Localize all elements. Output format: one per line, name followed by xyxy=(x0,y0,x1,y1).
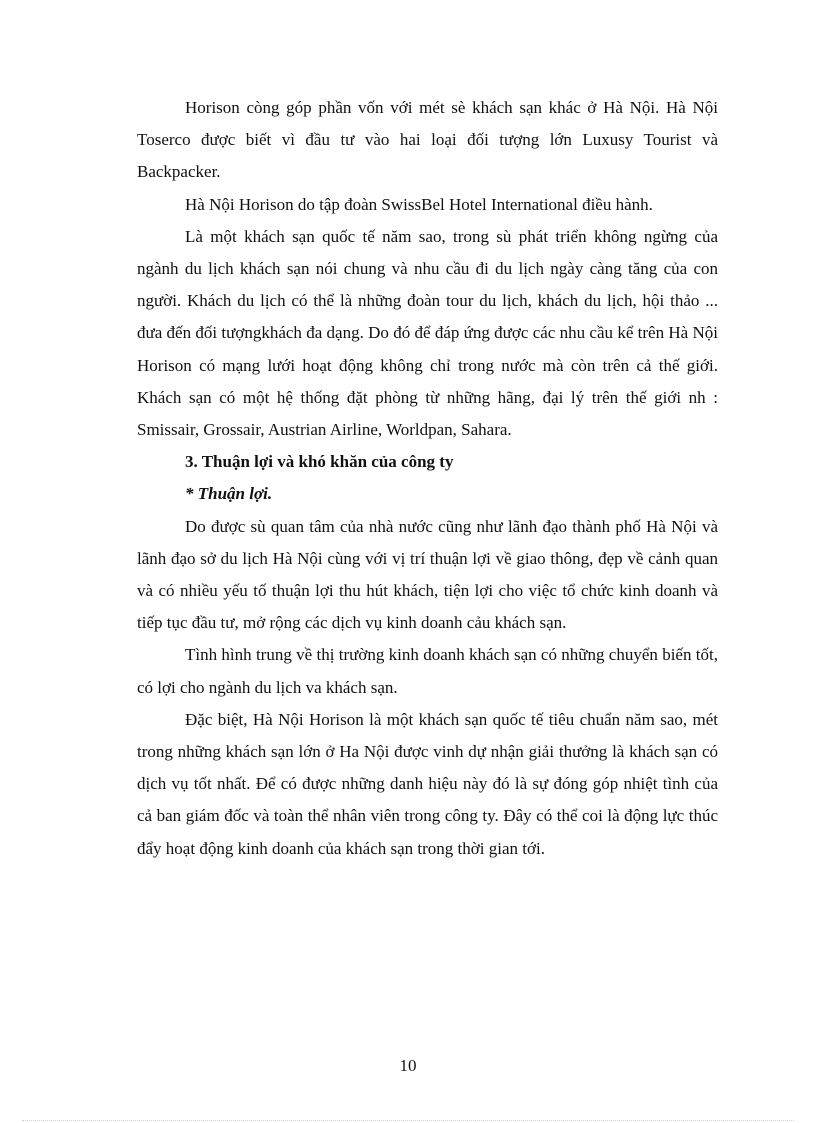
paragraph-government-support: Do được sù quan tâm của nhà nước cũng như lãnh đạo thành phố Hà Nội và lãnh đạo sở du lịch Hà Nội cùng với vị trí thuận lợi về giao thông, đẹp về cảnh quan và có nhiều yếu tố thuận lợi thu hút khách, tiện lợi cho việc tổ chức kinh doanh và tiếp tục đầu tư, mở rộng các dịch vụ kinh doanh cảu khách sạn. xyxy=(137,516,718,633)
paragraph-market-situation: Tình hình trung về thị trường kinh doanh khách sạn có những chuyển biến tốt, có lợi cho ngành du lịch va khách sạn. xyxy=(137,645,718,697)
paragraph-horison-capital: Horison còng góp phần vốn với mét sè khách sạn khác ở Hà Nội. Hà Nội Toserco được biết vì đầu tư vào hai loại đối tượng lớn Luxusy Tourist và Backpacker. xyxy=(137,98,718,182)
page-number: 10 xyxy=(399,1056,417,1075)
paragraph-award: Đặc biệt, Hà Nội Horison là một khách sạn quốc tế tiêu chuẩn năm sao, mét trong những khách sạn lớn ở Ha Nội được vinh dự nhận giải thưởng là khách sạn có dịch vụ tốt nhất. Để có được những danh hiệu này đó là sự đóng góp nhiệt tình của cả ban giám đốc và toàn thể nhân viên trong công ty. Đây có thể coi là động lực thúc đẩy hoạt động kinh doanh của khách sạn trong thời gian tới. xyxy=(137,709,718,858)
footer-divider xyxy=(22,1120,794,1121)
paragraph-five-star: Là một khách sạn quốc tế năm sao, trong sù phát triển không ngừng của ngành du lịch khách sạn nói chung và nhu cầu đi du lịch ngày càng tăng của con người. Khách du lịch có thể là những đoàn tour du lịch, khách du lịch, hội thảo ... đưa đến đối tượngkhách đa dạng. Do đó để đáp ứng được các nhu cầu kể trên Hà Nội Horison có mạng lưới hoạt động không chỉ trong nước mà còn trên cả thế giới. Khách sạn có một hệ thống đặt phòng từ những hãng, đại lý trên thế giới nh : Smissair, Grossair, Austrian Airline, Worldpan, Sahara. xyxy=(137,226,718,440)
subheading-advantages: * Thuận lợi. xyxy=(185,484,273,504)
section-heading: 3. Thuận lợi và khó khăn của công ty xyxy=(185,452,454,472)
paragraph-swissbel: Hà Nội Horison do tập đoàn SwissBel Hotel International điều hành. xyxy=(185,194,653,214)
body-text xyxy=(137,92,718,865)
